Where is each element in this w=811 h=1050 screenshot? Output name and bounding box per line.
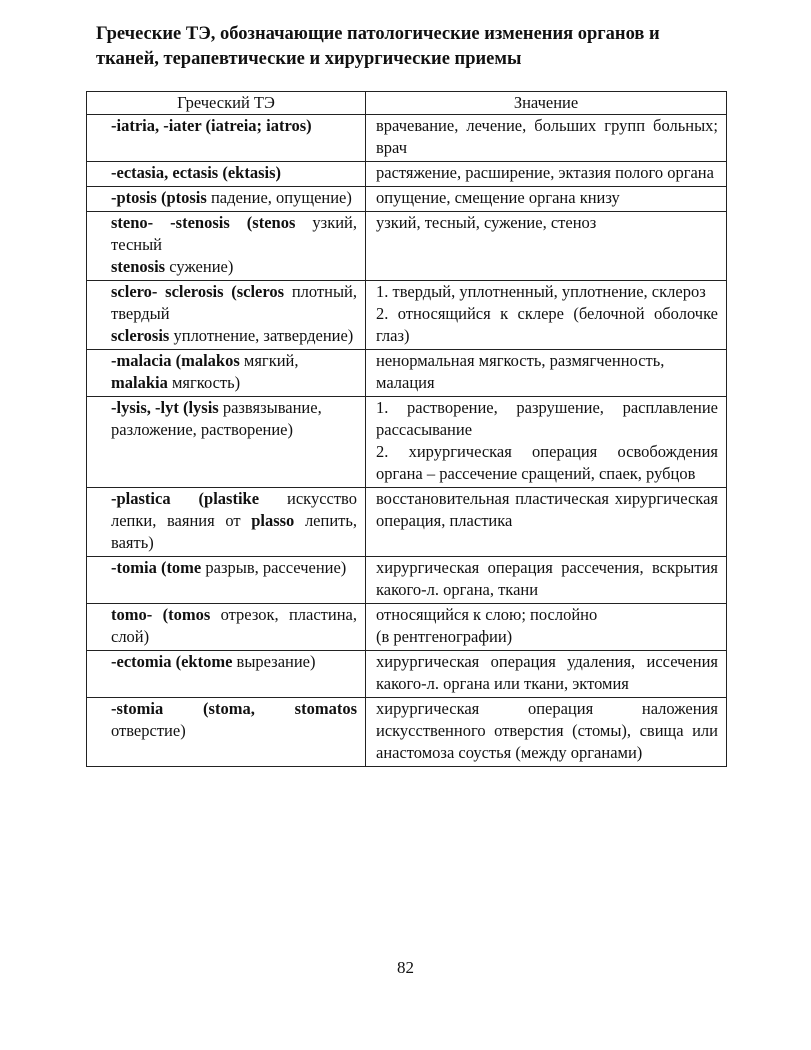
table-row: [87, 488, 727, 557]
greek-term-cell: [87, 397, 366, 488]
table-row: [87, 350, 727, 397]
meaning-text: 1. растворение, разрушение, расплавление рассасывание: [376, 398, 718, 439]
title-line-2: тканей, терапевтические и хирургические приемы: [96, 49, 522, 69]
meaning-cell: [366, 162, 727, 187]
column-header-meaning: Значение: [366, 92, 727, 115]
term-gloss: разложение, растворение): [111, 420, 293, 439]
meaning-text: хирургическая операция рассечения, вскрытия какого-л. органа, ткани: [376, 558, 718, 599]
greek-term-cell: [87, 187, 366, 212]
meaning-cell: [366, 397, 727, 488]
table-row: [87, 557, 727, 604]
meaning-text: восстановительная пластическая хирургическая операция, пластика: [376, 489, 718, 530]
term-gloss: лепить, ваять): [111, 511, 358, 552]
table-row: [87, 397, 727, 488]
latin-term: -tomia (tome: [111, 558, 206, 577]
meaning-text: хирургическая операция наложения искусственного отверстия (стомы), свища или анастомоза соустья (между органами): [376, 699, 718, 762]
greek-term-cell: [87, 698, 366, 767]
meaning-text: относящийся к слою; послойно: [376, 605, 598, 624]
latin-term: sclerosis: [111, 326, 174, 345]
meaning-text: узкий, тесный, сужение, стеноз: [376, 213, 597, 232]
table-row: [87, 212, 727, 281]
meaning-text: 1. твердый, уплотненный, уплотнение, склероз: [376, 282, 706, 301]
term-gloss: мягкий,: [243, 351, 299, 370]
meaning-cell: [366, 698, 727, 767]
term-gloss: сужение): [169, 257, 234, 276]
meaning-text: хирургическая операция удаления, иссечения какого-л. органа или ткани, эктомия: [376, 652, 718, 693]
term-gloss: отверстие): [111, 721, 186, 740]
table-header-row: [87, 92, 727, 115]
meaning-cell: [366, 187, 727, 212]
latin-term: -iatria, -iater (iatreia; iatros): [111, 116, 312, 135]
term-gloss: плотный, твердый: [111, 282, 357, 323]
latin-term: -plastica (plastike: [111, 489, 288, 508]
meaning-text: малация: [376, 373, 435, 392]
latin-term: -stomia (stoma, stomatos: [111, 699, 357, 718]
term-gloss: отрезок, пластина, слой): [111, 605, 358, 646]
greek-term-cell: [87, 115, 366, 162]
meaning-cell: [366, 350, 727, 397]
meaning-text: врачевание, лечение, больших групп больных; врач: [376, 116, 718, 157]
latin-term: -ectomia (ektome: [111, 652, 237, 671]
meaning-cell: [366, 557, 727, 604]
greek-term-cell: [87, 162, 366, 187]
page-title: [96, 22, 736, 72]
table-row: [87, 604, 727, 651]
column-header-greek-term: Греческий ТЭ: [87, 92, 366, 115]
latin-term: -malacia (malakos: [111, 351, 244, 370]
meaning-cell: [366, 488, 727, 557]
latin-term: -lysis, -lyt (lysis: [111, 398, 223, 417]
meaning-cell: [366, 115, 727, 162]
table-row: [87, 281, 727, 350]
greek-term-cell: [87, 212, 366, 281]
table-row: [87, 698, 727, 767]
latin-term: tomo- (tomos: [111, 605, 221, 624]
meaning-text: растяжение, расширение, эктазия полого органа: [376, 163, 714, 182]
greek-term-cell: [87, 281, 366, 350]
meaning-cell: [366, 604, 727, 651]
meaning-text: 2. хирургическая операция освобождения органа – рассечение сращений, спаек, рубцов: [376, 442, 718, 483]
latin-term: -ptosis (ptosis: [111, 188, 211, 207]
latin-term: steno- -stenosis (stenos: [111, 213, 313, 232]
term-gloss: узкий, тесный: [111, 213, 357, 254]
meaning-text: ненормальная мягкость, размягченность,: [376, 351, 665, 370]
greek-term-cell: [87, 488, 366, 557]
latin-term: sclero- sclerosis (scleros: [111, 282, 292, 301]
table-row: [87, 187, 727, 212]
table-row: [87, 115, 727, 162]
term-gloss: вырезание): [236, 652, 316, 671]
latin-term: plasso: [251, 511, 305, 530]
table-body: [87, 115, 727, 767]
meaning-text: 2. относящийся к склере (белочной оболочке глаз): [376, 304, 718, 345]
term-gloss: мягкость): [171, 373, 241, 392]
term-gloss: искусство лепки, ваяния от: [111, 489, 357, 530]
meaning-cell: [366, 651, 727, 698]
meaning-cell: [366, 281, 727, 350]
meaning-cell: [366, 212, 727, 281]
meaning-text: опущение, смещение органа книзу: [376, 188, 620, 207]
latin-term: stenosis: [111, 257, 170, 276]
greek-term-cell: [87, 651, 366, 698]
term-gloss: падение, опущение): [210, 188, 352, 207]
greek-terms-table: [86, 91, 727, 767]
latin-term: -ectasia, ectasis (ektasis): [111, 163, 281, 182]
table-row: [87, 651, 727, 698]
greek-term-cell: [87, 350, 366, 397]
table-row: [87, 162, 727, 187]
greek-term-cell: [87, 557, 366, 604]
term-gloss: разрыв, рассечение): [205, 558, 347, 577]
greek-term-cell: [87, 604, 366, 651]
meaning-text: (в рентгенографии): [376, 627, 513, 646]
term-gloss: развязывание,: [222, 398, 322, 417]
title-line-1: Греческие ТЭ, обозначающие патологические изменения органов и: [96, 24, 660, 44]
page-number: 82: [397, 958, 414, 977]
latin-term: malakia: [111, 373, 172, 392]
term-gloss: уплотнение, затвердение): [173, 326, 354, 345]
